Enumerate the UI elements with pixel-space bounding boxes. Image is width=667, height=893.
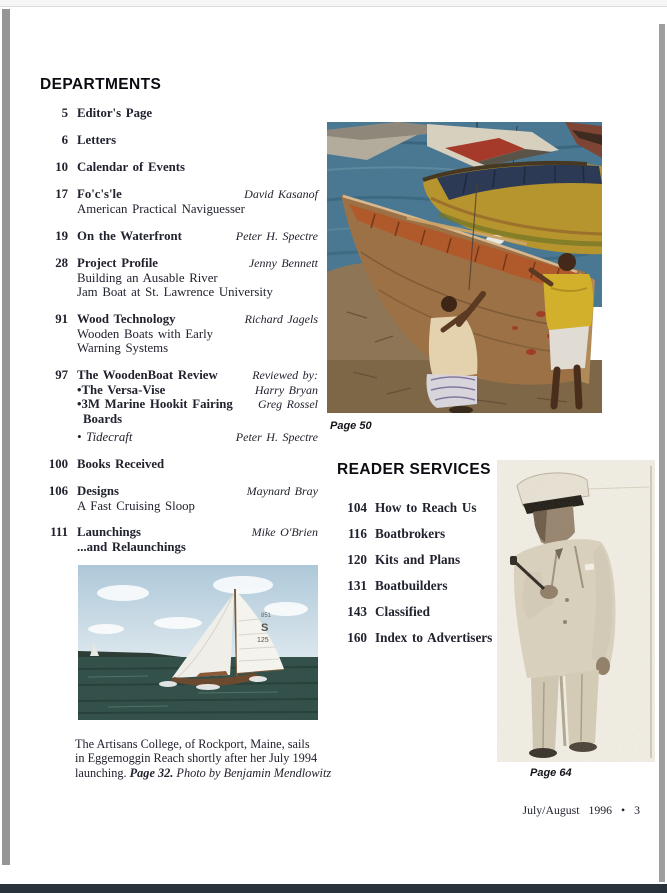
toc-author: Mike O'Brien <box>251 525 318 539</box>
toc-entry-97 <box>40 368 318 445</box>
toc-author: Reviewed by: <box>252 367 318 382</box>
issue-footer: July/August 1996 • 3 <box>522 803 640 817</box>
svg-text:S: S <box>261 622 269 634</box>
review-title: Boards <box>83 411 123 426</box>
caption-page-ref: Page 32. <box>129 765 174 780</box>
reader-services-heading: READER SERVICES <box>337 461 491 478</box>
toc-entry-100 <box>40 457 318 472</box>
sailboat-photo <box>78 565 318 720</box>
caption-line-1: The Artisans College, of Rockport, Maine, sails <box>75 737 310 751</box>
rs-page-number: 120 <box>347 552 367 567</box>
toc-entry-5 <box>40 106 318 121</box>
boats-photo-illustration <box>327 122 602 413</box>
toc-author: Jenny Bennett <box>248 255 318 270</box>
rs-title: Boatbuilders <box>375 578 448 593</box>
scan-bottom-border <box>0 884 667 893</box>
review-item <box>77 397 318 412</box>
rs-title: How to Reach Us <box>375 500 477 515</box>
departments-heading: DEPARTMENTS <box>40 76 162 93</box>
departments-list <box>40 106 318 567</box>
toc-page-number: 111 <box>50 525 68 539</box>
toc-subtitle: American Practical Naviguesser <box>77 202 245 216</box>
rs-page-number: 116 <box>347 526 367 541</box>
rs-title: Kits and Plans <box>375 552 461 567</box>
toc-page-number: 106 <box>48 483 68 498</box>
scan-right-border <box>659 24 665 882</box>
toc-subtitle: Jam Boat at St. Lawrence University <box>77 285 273 299</box>
reader-service-entry-116 <box>337 526 522 542</box>
review-author: Harry Bryan <box>254 382 318 397</box>
reader-service-entry-104 <box>337 500 522 516</box>
svg-text:125: 125 <box>257 637 269 644</box>
svg-text:851: 851 <box>261 613 272 619</box>
rs-page-number: 160 <box>347 630 367 645</box>
caption-photographer: Benjamin Mendlowitz <box>223 765 332 780</box>
review-title: •3M Marine Hookit Fairing <box>77 397 233 411</box>
toc-title: On the Waterfront <box>77 228 182 243</box>
toc-title: Letters <box>77 133 117 147</box>
toc-title: Project Profile <box>77 255 158 270</box>
toc-entry-106 <box>40 484 318 514</box>
toc-page-number: 10 <box>55 160 68 174</box>
toc-subtitle: Building an Ausable River <box>77 270 218 285</box>
toc-entry-91 <box>40 312 318 356</box>
toc-entry-6 <box>40 133 318 148</box>
toc-page-number: 28 <box>55 255 68 270</box>
rs-title: Classified <box>375 604 430 619</box>
toc-entry-111 <box>40 525 318 555</box>
rs-title: Boatbrokers <box>375 526 446 541</box>
review-item <box>77 412 318 427</box>
rs-page-number: 131 <box>347 578 367 593</box>
reader-service-entry-143 <box>337 604 522 620</box>
toc-entry-10 <box>40 160 318 175</box>
toc-title: Calendar of Events <box>77 160 185 174</box>
toc-page-number: 17 <box>55 187 68 201</box>
rs-title: Index to Advertisers <box>375 630 493 645</box>
scan-left-border <box>2 9 10 865</box>
reader-services-list <box>337 500 522 656</box>
toc-page-number: 91 <box>55 311 68 326</box>
reader-service-entry-131 <box>337 578 522 594</box>
toc-title: Fo'c's'le <box>77 187 122 201</box>
reader-service-entry-120 <box>337 552 522 568</box>
toc-author: Peter H. Spectre <box>235 228 318 243</box>
toc-entry-17 <box>40 187 318 217</box>
man-photo-illustration <box>497 460 655 762</box>
toc-page-number: 100 <box>48 456 68 471</box>
review-title: • Tidecraft <box>77 430 133 444</box>
toc-title: The WoodenBoat Review <box>77 367 218 382</box>
boats-beach-photo <box>327 122 602 413</box>
review-author: Peter H. Spectre <box>235 430 318 444</box>
page64-caption: Page 64 <box>530 767 572 779</box>
toc-page-number: 6 <box>61 133 68 147</box>
toc-title: Editor's Page <box>77 106 153 120</box>
review-title: •The Versa-Vise <box>77 382 166 397</box>
toc-author: Richard Jagels <box>244 311 318 326</box>
review-item <box>77 430 318 445</box>
toc-page-number: 97 <box>55 367 68 382</box>
toc-author: David Kasanof <box>244 187 318 201</box>
toc-page-number: 5 <box>61 106 68 120</box>
toc-entry-19 <box>40 229 318 244</box>
toc-subtitle: A Fast Cruising Sloop <box>77 498 195 513</box>
rs-page-number: 143 <box>347 604 367 619</box>
page50-caption: Page 50 <box>330 420 372 432</box>
toc-title: Wood Technology <box>77 311 176 326</box>
sailboat-photo-illustration <box>78 565 318 720</box>
man-with-pipe-photo <box>497 460 655 762</box>
toc-title: Books Received <box>77 456 165 471</box>
review-author: Greg Rossel <box>257 397 318 411</box>
reader-service-entry-160 <box>337 630 522 646</box>
toc-subtitle: Wooden Boats with Early <box>77 326 214 341</box>
toc-title: Designs <box>77 483 119 498</box>
toc-page-number: 19 <box>55 228 68 243</box>
toc-subtitle: Warning Systems <box>77 341 169 355</box>
rs-page-number: 104 <box>347 500 367 515</box>
sailboat-caption <box>75 737 333 780</box>
caption-line-3: launching. Page 32. Photo by Benjamin Mendlowitz <box>75 765 332 780</box>
toc-author: Maynard Bray <box>246 483 318 498</box>
toc-title-continued: ...and Relaunchings <box>77 540 186 554</box>
review-item <box>77 383 318 398</box>
toc-title: Launchings <box>77 525 142 539</box>
caption-line-2: in Eggemoggin Reach shortly after her July 1994 <box>75 751 318 766</box>
scan-top-strip <box>0 0 667 7</box>
toc-entry-28 <box>40 256 318 300</box>
